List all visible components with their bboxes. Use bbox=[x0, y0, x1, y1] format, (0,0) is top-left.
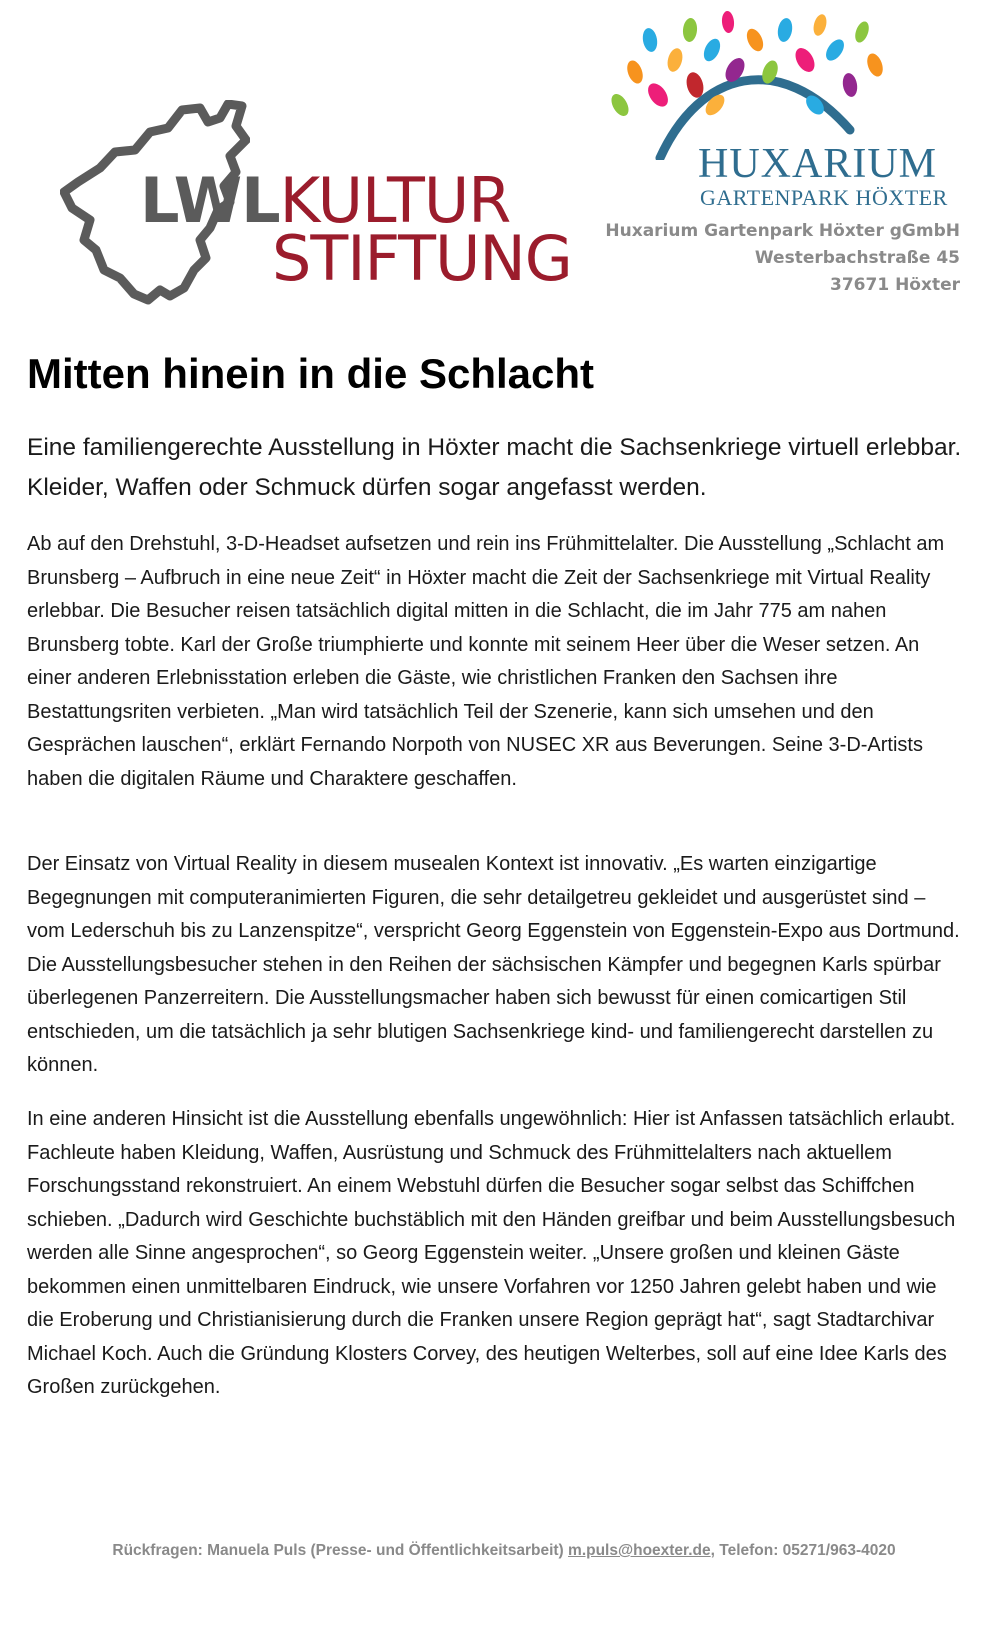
lwl-kulturstiftung-logo bbox=[60, 100, 572, 310]
colorful-tree-icon bbox=[600, 10, 900, 160]
footer-prefix: Rückfragen: Manuela Puls (Presse- und Öffentlichkeitsarbeit) bbox=[112, 1542, 569, 1559]
huxarium-title: HUXARIUM bbox=[698, 141, 937, 187]
article-paragraph: Der Einsatz von Virtual Reality in diesem musealen Kontext ist innovativ. „Es warten einzigartige Begegnungen mit computeranimierten Figuren, die sehr detailgetreu gekleidet und ausgerüstet sind – vom Lederschuh bis zu Lanzenspitze“, verspricht Georg Eggenstein von Eggenstein-Expo aus Dortmund. Die Ausstellungsbesucher stehen in den Reihen der sächsischen Kämpfer und begegnen Karls spürbar überlegenen Panzerreitern. Die Ausstellungsmacher haben sich bewusst für einen comicartigen Stil entschieden, um die tatsächlich ja sehr blutigen Sachsenkriege kind- und familiengerecht darstellen zu können. bbox=[27, 853, 960, 1076]
huxarium-logo bbox=[600, 10, 980, 300]
lwl-wordmark-line2: STIFTUNG bbox=[272, 222, 572, 295]
contact-footer bbox=[0, 1540, 1008, 1562]
huxarium-address bbox=[605, 218, 960, 299]
huxarium-subtitle: GARTENPARK HÖXTER bbox=[700, 185, 948, 210]
footer-suffix: , Telefon: 05271/963-4020 bbox=[710, 1542, 896, 1559]
address-line: 37671 Höxter bbox=[830, 275, 960, 295]
contact-email-link[interactable]: m.puls@hoexter.de bbox=[568, 1542, 711, 1559]
lwl-wordmark-line1: LWLKULTUR bbox=[140, 164, 511, 237]
article-title: Mitten hinein in die Schlacht bbox=[27, 350, 595, 397]
article-paragraph: In eine anderen Hinsicht ist die Ausstellung ebenfalls ungewöhnlich: Hier ist Anfassen tatsächlich erlaubt. Fachleute haben Kleidung, Waffen, Ausrüstung und Schmuck des Frühmittelalters nach aktuellem Forschungsstand rekonstruiert. An einem Webstuhl dürfen die Besucher sogar selbst das Schiffchen schieben. „Dadurch wird Geschichte buchstäblich mit den Händen greifbar und beim Ausstellungsbesuch werden alle Sinne angesprochen“, so Georg Eggenstein weiter. „Unsere großen und kleinen Gäste bekommen einen unmittelbaren Eindruck, wie unsere Vorfahren vor 1250 Jahren gelebt haben und wie die Eroberung und Christianisierung durch die Franken unsere Region geprägt hat“, sagt Stadtarchivar Michael Koch. Auch die Gründung Klosters Corvey, des heutigen Welterbes, soll auf eine Idee Karls des Großen zurückgehen. bbox=[27, 1108, 956, 1398]
article-paragraph: Ab auf den Drehstuhl, 3-D-Headset aufsetzen und rein ins Frühmittelalter. Die Ausstellung „Schlacht am Brunsberg – Aufbruch in eine neue Zeit“ in Höxter macht die Zeit der Sachsenkriege mit Virtual Reality erlebbar. Die Besucher reisen tatsächlich digital mitten in die Schlacht, die im Jahr 775 am nahen Brunsberg tobte. Karl der Große triumphierte und konnte mit seinem Heer über die Weser setzen. An einer anderen Erlebnisstation erleben die Gäste, wie christlichen Franken den Sachsen ihre Bestattungsriten verbieten. „Man wird tatsächlich Teil der Szenerie, kann sich umsehen und den Gesprächen lauschen“, erklärt Fernando Norpoth von NUSEC XR aus Beverungen. Seine 3-D-Artists haben die digitalen Räume und Charaktere geschaffen. bbox=[27, 533, 945, 790]
address-line: Westerbachstraße 45 bbox=[754, 248, 960, 268]
article-lead: Eine familiengerechte Ausstellung in Höxter macht die Sachsenkriege virtuell erlebbar. Kleider, Waffen oder Schmuck dürfen sogar angefasst werden. bbox=[27, 434, 962, 501]
address-line: Huxarium Gartenpark Höxter gGmbH bbox=[605, 221, 960, 241]
